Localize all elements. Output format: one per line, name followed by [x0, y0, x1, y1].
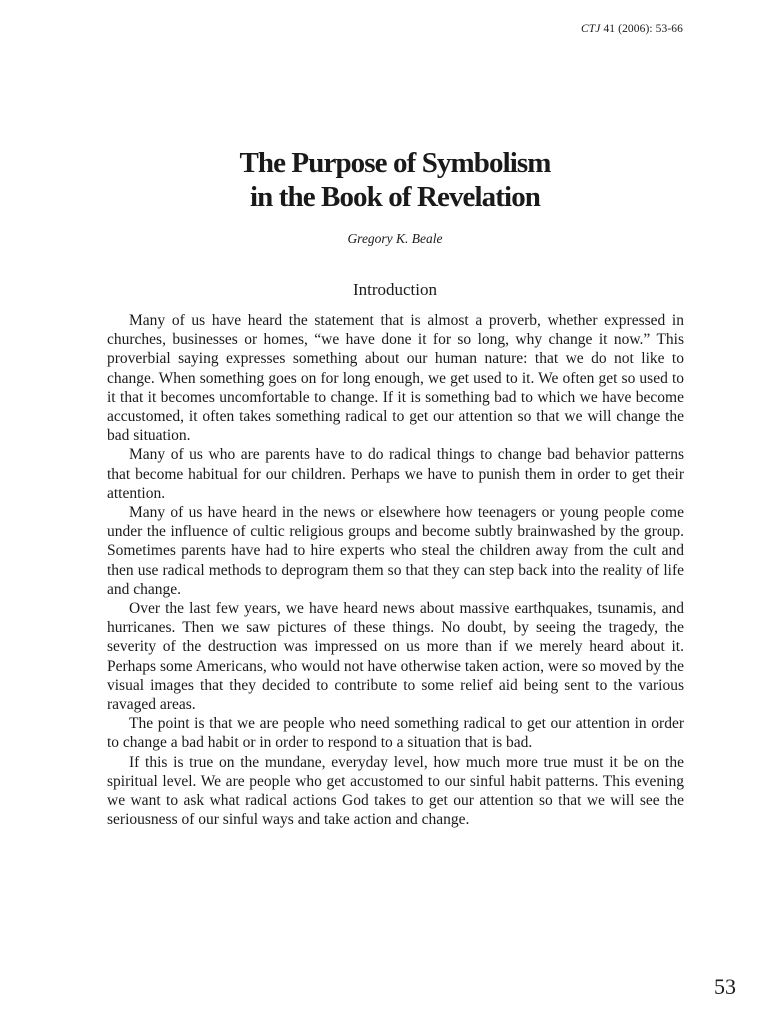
page-number: 53 — [714, 974, 736, 999]
article-title — [0, 146, 768, 214]
section-heading: Introduction — [352, 280, 438, 299]
body-paragraph: Many of us have heard in the news or elsewhere how teenagers or young people come under the influence of cultic religious groups and become subtly brainwashed by the group. Sometimes parents have had to hire experts who steal the children away from the cult and then use radical methods to deprogram them so that they can step back into the reality of life and change. — [107, 504, 684, 598]
body-paragraph: Many of us who are parents have to do radical things to change bad behavior patterns that become habitual for our children. Perhaps we have to punish them in order to get their attention. — [107, 446, 684, 502]
body-paragraph: Many of us have heard the statement that is almost a proverb, whether expressed in churches, businesses or homes, “we have done it for so long, why change it now.” This proverbial saying expresses something about our human nature: that we do not like to change. When something goes on for long enough, we get used to it. We often get so used to it that it becomes uncomfortable to change. If it is something bad to which we have become accustomed, it often takes something radical to get our attention so that we will change the bad situation. — [107, 312, 684, 445]
author-name: Gregory K. Beale — [347, 231, 443, 246]
body-paragraph: If this is true on the mundane, everyday level, how much more true must it be on the spiritual level. We are people who get accustomed to our sinful habit patterns. This evening we want to ask what radical actions God takes to get our attention so that we will see the seriousness of our sinful ways and take action and change. — [107, 753, 684, 829]
title-line-2: in the Book of Revelation — [249, 181, 541, 213]
journal-abbreviation: CTJ — [581, 23, 601, 35]
running-head — [581, 23, 683, 35]
article-body — [107, 311, 684, 829]
body-paragraph: The point is that we are people who need something radical to get our attention in order to change a bad habit or in order to respond to a situation that is bad. — [107, 715, 684, 752]
journal-citation: 41 (2006): 53-66 — [600, 23, 683, 35]
title-line-1: The Purpose of Symbolism — [239, 147, 551, 179]
body-paragraph: Over the last few years, we have heard news about massive earthquakes, tsunamis, and hurricanes. Then we saw pictures of these things. No doubt, by seeing the tragedy, the severity of the destruction was impressed on us more than if we merely heard about it. Perhaps some Americans, who would not have otherwise taken action, were so moved by the visual images that they decided to contribute to some relief aid being sent to the various ravaged areas. — [107, 600, 684, 714]
